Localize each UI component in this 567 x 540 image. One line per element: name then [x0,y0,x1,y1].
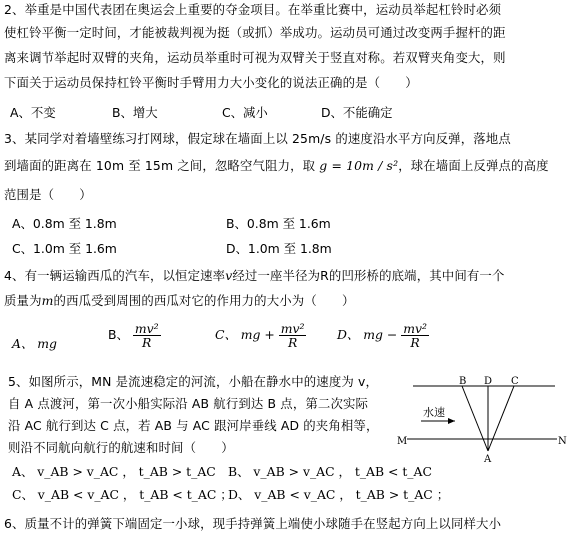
q3-line-2-end: ，球在墙面上反弹点的高度 [398,158,549,173]
q4-option-d-denominator: R [410,335,420,350]
q4-option-c-fraction [279,322,307,349]
path-ab [462,386,488,451]
q4-option-a-text: A、 mg [12,336,57,351]
q5-line-2: 自 A 点渡河，第一次小船实际沿 AB 航行到达 B 点，第二次实际 [8,396,369,411]
q4-option-d [337,322,429,349]
q4-option-d-numerator: mv² [403,321,427,336]
q2-line-2: 使杠铃平衡一定时间，才能被裁判视为挺（或抓）举成功。运动员可通过改变两手握杆的距 [4,25,506,40]
q4-line-1-end: 经过一座半径为R的凹形桥的底端，其中间有一个 [232,268,505,283]
q5-option-b: B、 v_AB > v_AC ， t_AB < t_AC [228,464,432,479]
label-n: N [558,436,567,447]
path-ac [488,386,514,451]
q4-option-b-denominator: R [142,335,152,350]
q4-option-d-fraction [401,322,429,349]
q4-option-c [215,322,306,349]
q3-line-2-start: 到墙面的距离在 10m 至 15m 之间，忽略空气阻力，取 [4,158,316,173]
q4-line-1-start: 4、有一辆运输西瓜的汽车，以恒定速率 [4,268,226,283]
q4-line-2-start: 质量为 [4,293,42,308]
label-d: D [484,376,493,387]
q4-option-d-label: D、 mg − [337,327,398,342]
q5-option-c: C、 v_AB < v_AC ， t_AB < t_AC ； [12,487,233,502]
q5-option-a: A、 v_AB > v_AC ， t_AB > t_AC [12,464,216,479]
q4-option-c-numerator: mv² [280,321,305,336]
q2-option-d: D、不能确定 [321,105,393,120]
label-a: A [484,454,492,465]
q2-option-c: C、减小 [222,105,268,120]
q4-option-b-numerator: mv² [134,321,159,336]
q4-option-b [108,322,161,349]
q3-option-a: A、0.8m 至 1.8m [12,216,117,231]
q2-line-4: 下面关于运动员保持杠铃平衡时手臂用力大小变化的说法正确的是（ ） [4,75,418,90]
q3-line-1: 3、某同学对着墙壁练习打网球，假定球在墙面上以 25m/s 的速度沿水平方向反弹，落地点 [4,131,511,146]
q2-line-3: 离来调节举起时双臂的夹角，运动员举重时可视为双臂关于竖直对称。若双臂夹角变大，则 [4,50,506,65]
q5-line-4: 则沿不同航向航行的航速和时间（ ） [8,440,234,455]
q3-option-d: D、1.0m 至 1.8m [226,241,332,256]
flow-arrow-head [448,418,455,424]
q3-g-value: g = 10m / s² [319,158,399,173]
q3-option-c: C、1.0m 至 1.6m [12,241,117,256]
q4-m: m [41,293,54,308]
q3-option-b: B、0.8m 至 1.6m [226,216,331,231]
q5-line-3: 沿 AC 航行到达 C 点，若 AB 与 AC 跟河岸垂线 AD 的夹角相等， [8,418,379,433]
q4-option-c-denominator: R [287,335,298,350]
q3-line-2 [4,158,549,174]
q6-line-1: 6、质量不计的弹簧下端固定一小球，现手持弹簧上端使小球随手在竖起方向上以同样大小 [4,516,502,531]
label-b: B [459,376,467,387]
river-diagram [395,374,565,464]
q5-option-d: D、 v_AB < v_AC ， t_AB > t_AC ； [228,487,450,502]
q4-line-1 [4,268,505,284]
q5-line-1: 5、如图所示，MN 是流速稳定的河流，小船在静水中的速度为 v， [8,374,379,389]
q4-v: v [225,268,233,283]
q4-line-2-end: 的西瓜受到周围的西瓜对它的作用力的大小为（ ） [53,293,355,308]
q4-option-a [12,336,57,352]
q4-line-2 [4,293,355,309]
q2-option-b: B、增大 [112,105,158,120]
q2-line-1: 2、举重是中国代表团在奥运会上重要的夺金项目。在举重比赛中，运动员举起杠铃时必须 [4,2,502,17]
label-m: M [397,436,408,447]
q2-option-a: A、不变 [10,105,56,120]
q4-option-b-label: B、 [108,327,129,342]
label-c: C [511,376,519,387]
q4-option-b-fraction [133,322,161,349]
q4-option-c-label: C、 mg + [215,327,275,342]
label-flow: 水速 [423,406,445,419]
q3-line-3: 范围是（ ） [4,187,92,202]
